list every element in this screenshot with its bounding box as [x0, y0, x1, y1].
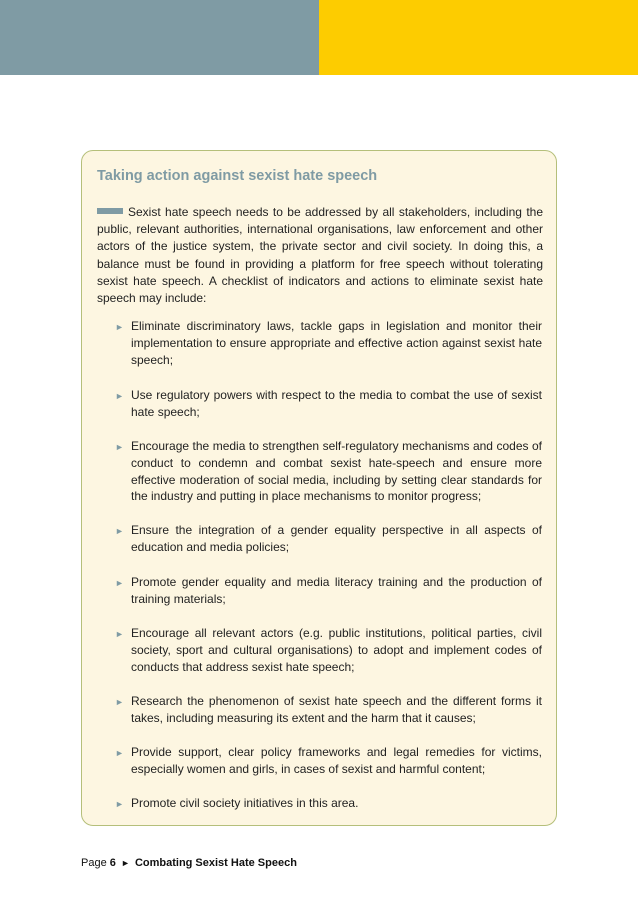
triangle-right-icon: ► [115, 697, 124, 707]
callout-title: Taking action against sexist hate speech [97, 168, 378, 184]
triangle-right-icon: ► [115, 578, 124, 588]
footer-separator-icon: ► [120, 858, 130, 868]
triangle-right-icon: ► [115, 799, 124, 809]
checklist-item: Provide support, clear policy frameworks and legal remedies for victims, especially women and girls, in cases of sexist and harmful content; [131, 745, 542, 776]
checklist-item: Promote civil society initiatives in this area. [131, 796, 359, 810]
checklist-item: Encourage all relevant actors (e.g. public institutions, political parties, civil society, sport and cultural organisations) to adopt and implement codes of conducts that address sexist hate speech; [131, 626, 542, 674]
triangle-right-icon: ► [115, 526, 124, 536]
checklist-item: Use regulatory powers with respect to the media to combat the use of sexist hate speech; [131, 388, 542, 419]
triangle-right-icon: ► [115, 391, 124, 401]
header-band-bluegrey [0, 0, 319, 75]
triangle-right-icon: ► [115, 629, 124, 639]
footer-doc-title: Combating Sexist Hate Speech [134, 857, 297, 869]
triangle-right-icon: ► [115, 442, 124, 452]
checklist-item: Research the phenomenon of sexist hate speech and the different forms it takes, including measuring its extent and the harm that it causes; [131, 694, 542, 725]
triangle-right-icon: ► [115, 748, 124, 758]
page-footer [81, 857, 297, 869]
checklist-item: Eliminate discriminatory laws, tackle gaps in legislation and monitor their implementation to ensure appropriate and effective action against sexist hate speech; [131, 319, 542, 367]
footer-page-word: Page [81, 857, 107, 869]
footer-page-number: 6 [109, 857, 116, 869]
callout-intro [97, 204, 543, 307]
checklist-item: Encourage the media to strengthen self-regulatory mechanisms and codes of conduct to condemn and combat sexist hate-speech and ensure more effective moderation of social media, including by setting clear standards for the industry and putting in place mechanisms to monitor progress; [131, 439, 542, 504]
checklist-item: Promote gender equality and media literacy training and the production of training materials; [131, 575, 542, 606]
intro-bar-marker [97, 208, 123, 214]
header-band-yellow [319, 0, 638, 75]
callout-intro-text: Sexist hate speech needs to be addressed by all stakeholders, including the public, relevant authorities, international organisations, law enforcement and other actors of the justice system, the private sector and civil society. In doing this, a balance must be found in providing a platform for free speech without tolerating sexist hate speech. A checklist of indicators and actions to eliminate sexist hate speech may include: [97, 205, 543, 306]
triangle-right-icon: ► [115, 322, 124, 332]
callout-box [81, 150, 557, 826]
checklist-item: Ensure the integration of a gender equality perspective in all aspects of education and media policies; [131, 523, 542, 554]
